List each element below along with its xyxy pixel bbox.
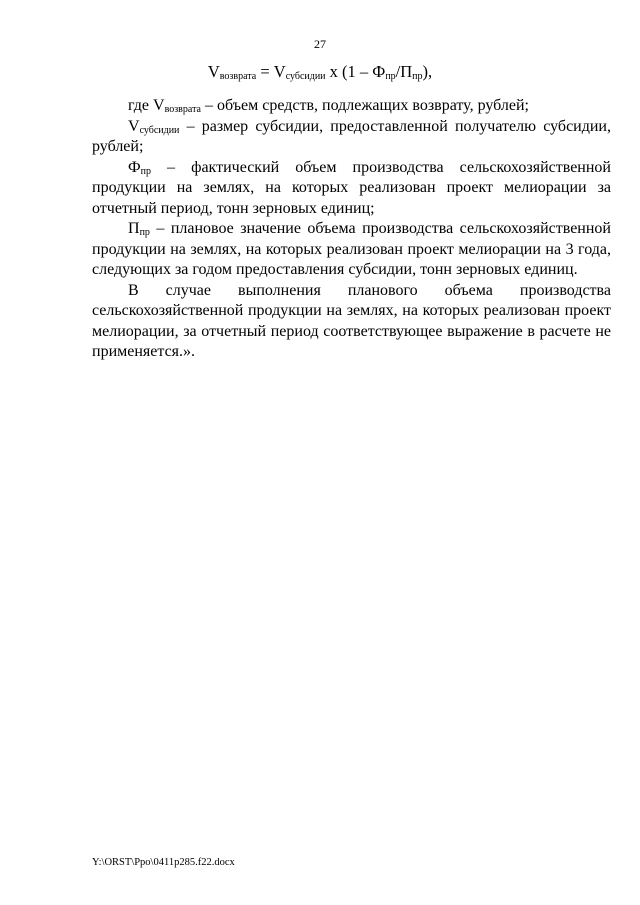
definition-v-subsidy-subscript: субсидии	[139, 124, 180, 136]
formula-multiplier: х (1 – Ф	[325, 62, 386, 81]
definition-v-subsidy-lead: V	[128, 117, 140, 135]
definition-v-refund	[92, 96, 611, 117]
definition-v-refund-lead: где V	[128, 97, 165, 114]
formula-f-subscript: пр	[385, 71, 396, 82]
definition-p-planned-lead: П	[128, 220, 140, 237]
definition-p-planned	[92, 219, 611, 281]
formula-v-refund: V	[207, 62, 220, 81]
refund-formula	[0, 62, 640, 82]
file-path-footer: Y:\ORST\Ppo\0411p285.f22.docx	[92, 857, 235, 868]
definition-v-subsidy-text: – размер субсидии, предоставленной получателю субсидии, рублей;	[92, 117, 611, 155]
formula-divide: /П	[395, 62, 413, 81]
definition-f-actual-text: – фактический объем производства сельскохозяйственной продукции на землях, на которых реализован проект мелиорации за отчетный период, тонн зерновых единиц;	[92, 158, 611, 217]
definition-v-subsidy	[92, 117, 611, 158]
formula-p-subscript: пр	[412, 71, 423, 82]
definition-v-refund-text: – объем средств, подлежащих возврату, рублей;	[201, 97, 529, 114]
definition-p-planned-text: – плановое значение объема производства сельскохозяйственной продукции на землях, на которых реализован проект мелиорации на 3 года, следующих за годом предоставления субсидии, тонн зерновых единиц.	[92, 220, 611, 278]
document-body	[92, 96, 611, 363]
formula-equals: =	[256, 62, 274, 81]
formula-v-subsidy: V	[273, 62, 286, 81]
formula-end: ),	[422, 62, 433, 81]
definition-f-actual-lead: Ф	[128, 158, 141, 176]
definition-p-planned-subscript: пр	[139, 227, 150, 238]
exception-clause: В случае выполнения планового объема производства сельскохозяйственной продукции на землях, на которых реализован проект мелиорации, за отчетный период соответствующее выражение в расчете не применяется.».	[92, 281, 611, 360]
definition-f-actual-subscript: пр	[140, 165, 151, 177]
formula-v-refund-subscript: возврата	[219, 71, 257, 82]
definition-f-actual	[92, 158, 611, 220]
definition-v-refund-subscript: возврата	[164, 104, 201, 115]
page-number: 27	[314, 37, 326, 51]
formula-v-subsidy-subscript: субсидии	[285, 71, 326, 82]
